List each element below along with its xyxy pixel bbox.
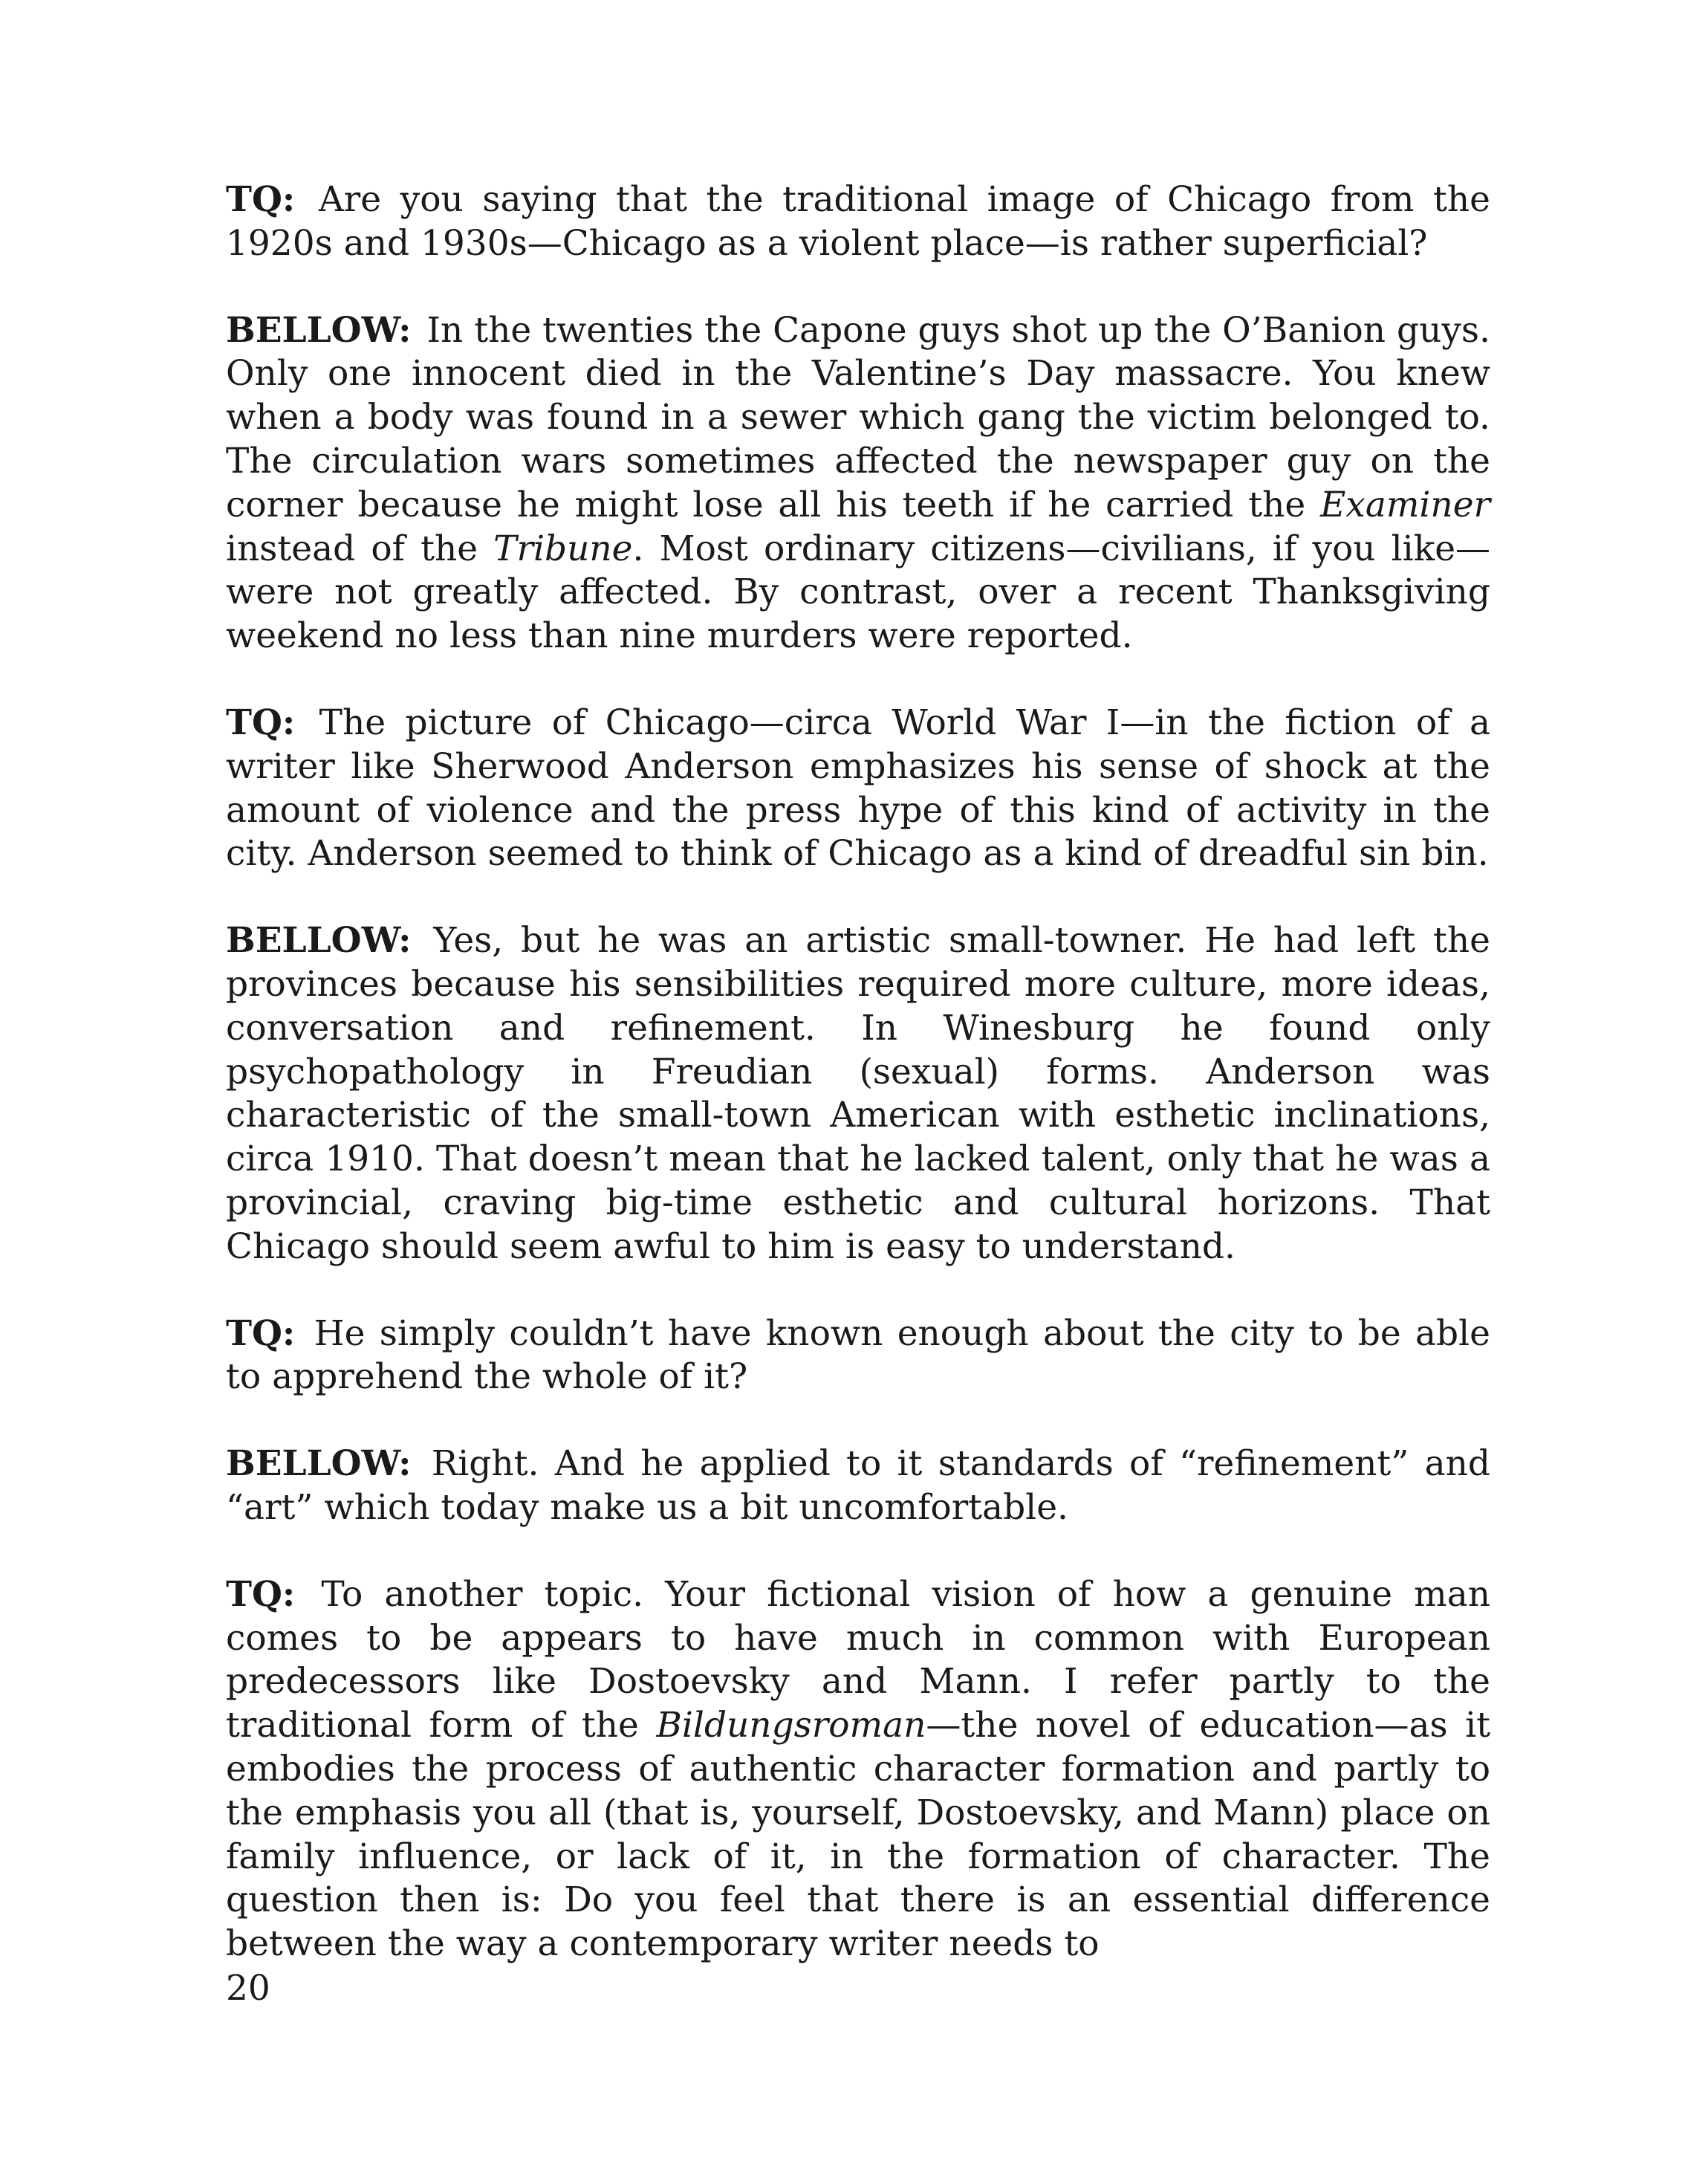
speaker-label: TQ: (226, 1312, 296, 1354)
interview-text (226, 178, 1490, 2009)
question-paragraph (226, 702, 1490, 876)
italic-title: Examiner (1320, 484, 1490, 525)
body-text: He simply couldn’t have known enough about the city to be able to apprehend the whole of it? (226, 1312, 1490, 1398)
body-text: Are you saying that the traditional image of Chicago from the 1920s and 1930s—Chicago as a violent place—is rather superficial? (226, 179, 1490, 264)
answer-paragraph (226, 309, 1490, 658)
answer-paragraph (226, 1442, 1490, 1530)
answer-paragraph (226, 919, 1490, 1269)
body-text: To another topic. Your fictional vision of how a genuine man comes to be appears to have much in common with European predecessors like Dostoevsky and Mann. I refer partly to the traditional form of the (226, 1573, 1490, 1746)
italic-title: Tribune (493, 528, 633, 569)
speaker-label: BELLOW: (226, 309, 412, 351)
speaker-label: BELLOW: (226, 1443, 412, 1485)
speaker-label: TQ: (226, 1573, 296, 1615)
italic-title: Bildungsroman (656, 1705, 926, 1746)
page-number: 20 (226, 1968, 270, 2009)
body-text: Right. And he applied to it standards of “refinement” and “art” which today make us a bit uncomfortable. (226, 1443, 1490, 1528)
question-paragraph (226, 1573, 1490, 1966)
question-paragraph (226, 178, 1490, 266)
question-paragraph (226, 1312, 1490, 1400)
body-text: In the twenties the Capone guys shot up the O’Banion guys. Only one innocent died in the Valentine’s Day massacre. You knew when a body was found in a sewer which gang the victim belonged to. The circulation wars sometimes affected the newspaper guy on the corner because he might lose all his teeth if he carried the (226, 309, 1490, 525)
body-text: . Most ordinary citizens—civilians, if you like—were not greatly affected. By contrast, over a recent Thanksgiving weekend no less than nine murders were reported. (226, 528, 1491, 657)
speaker-label: BELLOW: (226, 920, 412, 962)
speaker-label: TQ: (226, 702, 296, 743)
body-text: The picture of Chicago—circa World War I—in the fiction of a writer like Sherwood Anderson emphasizes his sense of shock at the amount of violence and the press hype of this kind of activity in the city. Anderson seemed to think of Chicago as a kind of dreadful sin bin. (226, 702, 1490, 875)
body-text: Yes, but he was an artistic small-towner. He had left the provinces because his sensibilities required more culture, more ideas, conversation and refinement. In Winesburg he found only psychopathology in Freudian (sexual) forms. Anderson was characteristic of the small-town American with esthetic inclinations, circa 1910. That doesn’t mean that he lacked talent, only that he was a provincial, craving big-time esthetic and cultural horizons. That Chicago should seem awful to him is easy to understand. (226, 920, 1490, 1267)
body-text: —the novel of education—as it embodies the process of authentic character formation and partly to the emphasis you all (that is, yourself, Dostoevsky, and Mann) place on family influence, or lack of it, in the formation of character. The question then is: Do you feel that there is an essential difference between the way a contemporary writer needs to (226, 1705, 1491, 1965)
body-text: instead of the (226, 528, 494, 569)
speaker-label: TQ: (226, 179, 296, 220)
